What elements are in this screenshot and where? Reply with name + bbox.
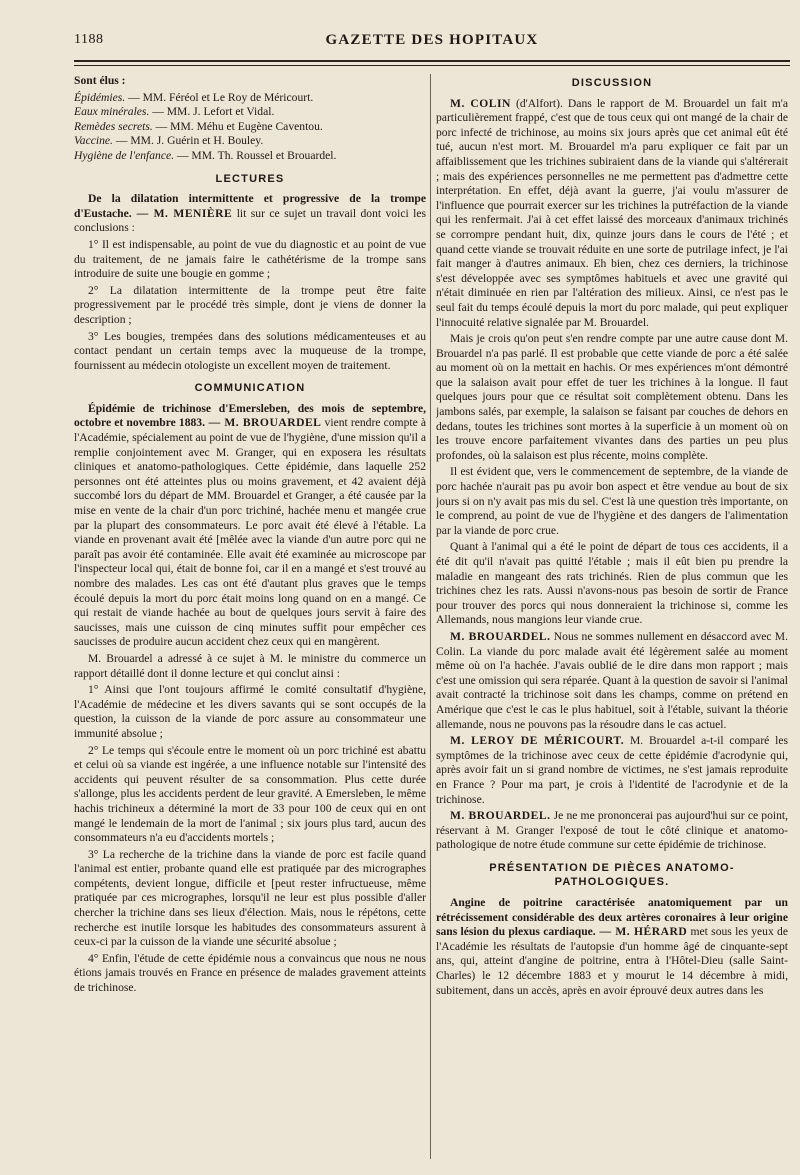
section-heading-discussion: DISCUSSION — [571, 77, 653, 89]
column-divider — [430, 74, 431, 1159]
elected-item: Remèdes secrets. — MM. Méhu et Eugène Caventou. — [74, 119, 323, 133]
lecture-point: 1° Il est indispensable, au point de vue du diagnostic et au point de vue du traitement, de ne jamais faire le cathétérisme de la trompe sans introduire de suite une bougie en gomme ; — [74, 237, 426, 281]
section-heading-presentation: PRÉSENTATION DE PIÈCES ANATOMO-PATHOLOGIQUES. — [489, 861, 735, 889]
discussion-paragraph: Mais je crois qu'on peut s'en rendre compte par une autre cause dont M. Brouardel n'a pas parlé. Il est probable que cette viande de porc a été salée au moment où on la mettait en hachis. Or mes expériences m'ont démontré que la salaison avait pour effet de tuer les trichines à la longue. Il faut quelques jours pour que ce résultat soit complètement obtenu. Dans les jambons salés, par exemple, la salaison se faisant par couches de dehors en dedans, toutes les trichines sont mortes à la superficie à un moment où on les trouve encore parfaitement vivantes dans des parties un peu plus profondes, où la salaison est plus récente, moins complète. — [436, 332, 788, 462]
header-rule-thin — [74, 65, 790, 66]
elected-item: Épidémies. — MM. Féréol et Le Roy de Méricourt. — [74, 90, 314, 104]
section-heading-communication: COMMUNICATION — [194, 382, 306, 395]
communication-paragraph: 3° La recherche de la trichine dans la viande de porc est facile quand l'animal est entier, probante quand elle est pratiquée par des micrographes compétents, devient longue, difficile et [peut rester infructueuse, même pratiquée par ces micrographes, lorsqu'il ne leur est plus possible d'aller chercher la trichine dans ses lieux d'élection. Mais, nous le répétons, cette recherche est inutile lorsque les habitudes des consommateurs assurent à ceux-ci par la cuisson de la viande une sécurité absolue ; — [74, 847, 426, 949]
page-header — [74, 30, 790, 54]
lecture-paragraph: De la dilatation intermittente et progressive de la trompe d'Eustache. — M. MENIÈRE lit sur ce sujet un travail dont voici les conclusions : — [74, 192, 426, 235]
discussion-paragraph: M. LEROY DE MÉRICOURT. M. Brouardel a-t-il comparé les symptômes de la trichinose avec ceux de cette épidémie d'acrodynie qui, après avoir fait un si grand nombre de victimes, ne s'est jamais reproduite en France ? Pour ma part, je crois à l'identité de l'acrodynie et de la trichinose. — [436, 734, 788, 806]
discussion-paragraph: M. BROUARDEL. Nous ne sommes nullement en désaccord avec M. Colin. La viande du porc malade avait été légèrement salée au moment même où on l'a hachée. J'avais oublié de le dire dans mon rapport ; mais c'est une omission qui sera réparée. Quant à la question de savoir si l'animal avait contracté la trichinose soit dans les champs, comme on prétend en Amérique que c'est le cas le plus habituel, soit à l'étable, suivant la théorie allemande, nous ne pouvons pas la résoudre dans le cas actuel. — [436, 629, 788, 731]
discussion-paragraph: Il est évident que, vers le commencement de septembre, de la viande de porc hachée n'aurait pas pu avoir bon aspect et être vendue au bout de six jours si on n'y avait pas mis du sel. C'est là une question très importante, on le comprend, au point de vue de l'hygiène et des dangers de l'alimentation par la viande de porc crue. — [436, 465, 788, 537]
communication-paragraph: 4° Enfin, l'étude de cette épidémie nous a convaincus que nous ne nous étions jamais trouvés en France en présence de malades gravement atteints de trichinose. — [74, 951, 426, 995]
elected-list — [74, 91, 426, 164]
header-rule — [74, 60, 790, 62]
page-number: 1188 — [74, 32, 104, 47]
elected-item: Vaccine. — MM. J. Guérin et H. Bouley. — [74, 134, 264, 148]
communication-paragraph: 2° Le temps qui s'écoule entre le moment où un porc trichiné est abattu et celui où sa viande est ingérée, a une influence notable sur l'intensité des accidents qui peuvent résulter de sa consommation. Plus cette durée s'allonge, plus les accidents perdent de leur gravité. A Emersleben, le même hachis trichineux a déterminé la mort de 33 pour 100 de ceux qui en ont mangé le lendemain de la mort de l'animal ; six jours plus tard, aucun des consommateurs n'a eu d'accidents mortels ; — [74, 743, 426, 845]
elected-label: Sont élus : — [74, 74, 126, 87]
section-heading-lectures: LECTURES — [215, 172, 285, 185]
presentation-paragraph: Angine de poitrine caractérisée anatomiquement par un rétrécissement considérable des deux artères coronaires à leur origine sans lésion du plexus cardiaque. — M. HÉRARD met sous les yeux de l'Académie les résultats de l'autopsie d'un homme âgé de cinquante-sept ans, qui, atteint d'angine de poitrine, entra à l'Hôtel-Dieu (salle Saint-Charles) le 12 décembre 1883 et y mourut le 14 décembre à midi, subitement, dans un accès, après en avoir éprouvé deux autres dans les — [436, 896, 788, 997]
journal-title: GAZETTE DES HOPITAUX — [325, 32, 539, 48]
discussion-paragraph: M. BROUARDEL. Je ne me prononcerai pas aujourd'hui sur ce point, réservant à M. Granger l'exposé de tout le côté clinique et anatomo-pathologique de notre étude commune sur cette épidémie de trichinose. — [436, 809, 788, 852]
discussion-paragraph: Quant à l'animal qui a été le point de départ de tous ces accidents, il a été dit qu'il n'avait pas quitté l'étable ; mais il eût bien pu prendre la maladie en mangeant des rats trichinés. Rien de plus commun que les trichines chez les rats. Aussi n'avons-nous pas besoin de sortir de France pour trouver des porcs qui nous donneraient la trichinose si, comme les Allemands, nous mangions leur viande crue. — [436, 540, 788, 627]
right-column — [436, 74, 788, 1164]
lecture-point: 3° Les bougies, trempées dans des solutions médicamenteuses et au contact pendant un certain temps avec la muqueuse de la trompe, fournissent au médecin otologiste un excellent moyen de traitement. — [74, 329, 426, 372]
communication-paragraph: M. Brouardel a adressé à ce sujet à M. le ministre du commerce un rapport détaillé dont il donne lecture et qui conclut ainsi : — [74, 651, 426, 680]
communication-paragraph: Épidémie de trichinose d'Emersleben, des mois de septembre, octobre et novembre 1883. — M. BROUARDEL vient rendre compte à l'Académie, spécialement au point de vue de l'hygiène, d'une mission qu'il a remplie conjointement avec M. Granger, qui en exposera les résultats cliniques et anatomo-pathologiques. Cette épidémie, dans laquelle 252 personnes ont été atteintes plus ou moins gravement, et 42 avaient déjà succombé lors du départ de MM. Brouardel et Granger, a été causée par la mise en vente de la chair d'un porc trichiné, hachée menu et mangée crue par la plupart des consommateurs. Le porc avait été élevé à l'étable. La viande en provenant avait été [mêlée avec la viande d'un autre porc qui ne paraît pas avoir été contaminée. Elle avait été examinée au microscope par l'inspecteur local qui, était de bonne foi, car il en a mangé et s'est trouvé au nombre des malades. Les cas ont été d'autant plus graves que le temps écoulé depuis la mort du porc était moins long quand on en a mangé. Ce qui restait de viande hachée au bout de quelques jours servit à faire des saucisses, mais une cuisson de cinq minutes suffit pour empêcher ces saucisses de produire aucun accident chez ceux qui en mangèrent. — [74, 401, 426, 649]
elected-item: Eaux minérales. — MM. J. Lefort et Vidal. — [74, 105, 275, 119]
communication-paragraph: 1° Ainsi que l'ont toujours affirmé le comité consultatif d'hygiène, l'Académie de médecine et les divers savants qui se sont occupés de la question, la cuisson de la viande de porc assure au consommateur une immunité absolue ; — [74, 683, 426, 740]
left-column — [74, 74, 426, 1164]
discussion-paragraph: M. COLIN (d'Alfort). Dans le rapport de M. Brouardel un fait m'a particulièrement frappé, c'est que de tous ceux qui ont mangé de la chair de porc infecté de trichinose, au moins six jours après que cet animal eût été tué, aucun n'est mort. M. Brouardel m'a paru expliquer ce fait par un affaiblissement que les trichines subiraient dans de la viande qui s'altérerait ; mais des expériences personnelles ne me permettent pas d'admettre cette interprétation. En effet, déjà avant la guerre, j'ai voulu m'assurer de l'influence que pourrait exercer sur les trichines la putréfaction de la viande qui les renfermait. J'ai à cet effet laissé des morceaux d'animaux trichinés se corrompre pendant huit, dix, quinze jours dans le cours de l'été ; et quand cette viande se trouvait réduite en une sorte de putrilage infect, je l'ai fait manger à d'autres animaux. Eh bien, chez ces derniers, la trichinose s'est développée avec ses symptômes habituels et avec une gravité qui n'était diminuée en rien par l'altération des milieux. Ainsi, ce n'est pas le seul fait du temps écoulé depuis la mort du porc malade, qui peut expliquer l'innocuité relative signalée par M. Brouardel. — [436, 96, 788, 329]
lecture-point: 2° La dilatation intermittente de la trompe peut être faite progressivement par le procédé très simple, dont je viens de donner la description ; — [74, 283, 426, 326]
elected-item: Hygiène de l'enfance. — MM. Th. Roussel et Brouardel. — [74, 148, 337, 162]
